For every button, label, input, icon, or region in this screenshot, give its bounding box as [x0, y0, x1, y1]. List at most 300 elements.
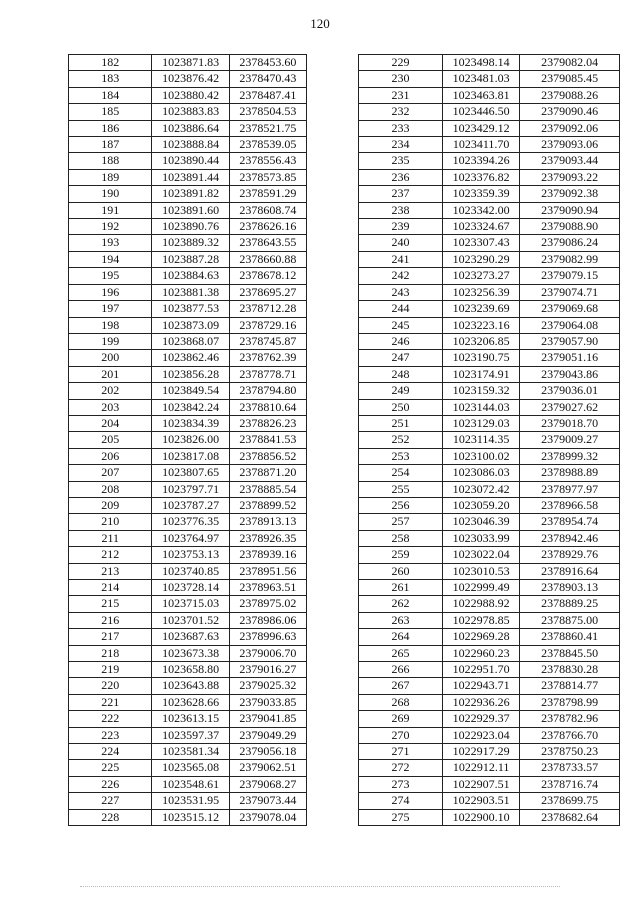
- x-coordinate-cell: 1022999.49: [442, 580, 519, 596]
- table-row: [69, 629, 307, 645]
- point-number-cell: 207: [69, 465, 152, 481]
- point-number-cell: 255: [359, 481, 443, 497]
- y-coordinate-cell: 2378875.00: [520, 612, 620, 628]
- point-number-cell: 200: [69, 350, 152, 366]
- y-coordinate-cell: 2378871.20: [229, 465, 306, 481]
- x-coordinate-cell: 1022929.37: [442, 711, 519, 727]
- x-coordinate-cell: 1023548.61: [152, 776, 229, 792]
- point-number-cell: 225: [69, 760, 152, 776]
- table-row: [359, 612, 620, 628]
- x-coordinate-cell: 1023515.12: [152, 809, 229, 825]
- table-row: [359, 465, 620, 481]
- point-number-cell: 237: [359, 186, 443, 202]
- table-row: [69, 448, 307, 464]
- x-coordinate-cell: 1023868.07: [152, 333, 229, 349]
- y-coordinate-cell: 2379036.01: [520, 383, 620, 399]
- table-row: [359, 711, 620, 727]
- y-coordinate-cell: 2378766.70: [520, 727, 620, 743]
- y-coordinate-cell: 2379025.32: [229, 678, 306, 694]
- table-row: [69, 793, 307, 809]
- point-number-cell: 243: [359, 284, 443, 300]
- y-coordinate-cell: 2378856.52: [229, 448, 306, 464]
- y-coordinate-cell: 2379088.90: [520, 219, 620, 235]
- y-coordinate-cell: 2379073.44: [229, 793, 306, 809]
- x-coordinate-cell: 1023877.53: [152, 301, 229, 317]
- y-coordinate-cell: 2378954.74: [520, 514, 620, 530]
- table-row: [359, 514, 620, 530]
- y-coordinate-cell: 2378682.64: [520, 809, 620, 825]
- x-coordinate-cell: 1023787.27: [152, 497, 229, 513]
- x-coordinate-cell: 1023498.14: [442, 55, 519, 71]
- x-coordinate-cell: 1022943.71: [442, 678, 519, 694]
- point-number-cell: 236: [359, 169, 443, 185]
- point-number-cell: 198: [69, 317, 152, 333]
- point-number-cell: 259: [359, 547, 443, 563]
- x-coordinate-cell: 1023673.38: [152, 645, 229, 661]
- y-coordinate-cell: 2379056.18: [229, 744, 306, 760]
- x-coordinate-cell: 1023887.28: [152, 251, 229, 267]
- x-coordinate-cell: 1022917.29: [442, 744, 519, 760]
- y-coordinate-cell: 2378453.60: [229, 55, 306, 71]
- x-coordinate-cell: 1023581.34: [152, 744, 229, 760]
- table-row: [69, 153, 307, 169]
- table-row: [359, 547, 620, 563]
- x-coordinate-cell: 1023842.24: [152, 399, 229, 415]
- point-number-cell: 212: [69, 547, 152, 563]
- x-coordinate-cell: 1023190.75: [442, 350, 519, 366]
- point-number-cell: 232: [359, 104, 443, 120]
- table-row: [359, 399, 620, 415]
- table-row: [359, 481, 620, 497]
- table-row: [359, 366, 620, 382]
- point-number-cell: 194: [69, 251, 152, 267]
- point-number-cell: 222: [69, 711, 152, 727]
- point-number-cell: 219: [69, 662, 152, 678]
- y-coordinate-cell: 2378716.74: [520, 776, 620, 792]
- y-coordinate-cell: 2378814.77: [520, 678, 620, 694]
- x-coordinate-cell: 1023022.04: [442, 547, 519, 563]
- y-coordinate-cell: 2378626.16: [229, 219, 306, 235]
- y-coordinate-cell: 2378745.87: [229, 333, 306, 349]
- x-coordinate-cell: 1023565.08: [152, 760, 229, 776]
- y-coordinate-cell: 2378975.02: [229, 596, 306, 612]
- x-coordinate-cell: 1023807.65: [152, 465, 229, 481]
- x-coordinate-cell: 1023059.20: [442, 497, 519, 513]
- y-coordinate-cell: 2378860.41: [520, 629, 620, 645]
- table-row: [359, 596, 620, 612]
- x-coordinate-cell: 1023886.64: [152, 120, 229, 136]
- table-row: [69, 809, 307, 825]
- table-row: [69, 465, 307, 481]
- y-coordinate-cell: 2378966.58: [520, 497, 620, 513]
- x-coordinate-cell: 1023862.46: [152, 350, 229, 366]
- y-coordinate-cell: 2378963.51: [229, 580, 306, 596]
- table-row: [69, 481, 307, 497]
- y-coordinate-cell: 2378916.64: [520, 563, 620, 579]
- point-number-cell: 257: [359, 514, 443, 530]
- x-coordinate-cell: 1023890.44: [152, 153, 229, 169]
- point-number-cell: 224: [69, 744, 152, 760]
- x-coordinate-cell: 1022912.11: [442, 760, 519, 776]
- x-coordinate-cell: 1023728.14: [152, 580, 229, 596]
- point-number-cell: 187: [69, 137, 152, 153]
- x-coordinate-cell: 1023256.39: [442, 284, 519, 300]
- y-coordinate-cell: 2378782.96: [520, 711, 620, 727]
- y-coordinate-cell: 2378903.13: [520, 580, 620, 596]
- table-row: [359, 219, 620, 235]
- point-number-cell: 199: [69, 333, 152, 349]
- y-coordinate-cell: 2378504.53: [229, 104, 306, 120]
- y-coordinate-cell: 2379093.44: [520, 153, 620, 169]
- table-row: [359, 432, 620, 448]
- y-coordinate-cell: 2378929.76: [520, 547, 620, 563]
- y-coordinate-cell: 2378660.88: [229, 251, 306, 267]
- point-number-cell: 268: [359, 694, 443, 710]
- x-coordinate-cell: 1022969.28: [442, 629, 519, 645]
- x-coordinate-cell: 1023643.88: [152, 678, 229, 694]
- point-number-cell: 188: [69, 153, 152, 169]
- y-coordinate-cell: 2379051.16: [520, 350, 620, 366]
- y-coordinate-cell: 2379049.29: [229, 727, 306, 743]
- table-row: [69, 744, 307, 760]
- table-row: [359, 301, 620, 317]
- table-row: [359, 104, 620, 120]
- x-coordinate-cell: 1023687.63: [152, 629, 229, 645]
- x-coordinate-cell: 1023206.85: [442, 333, 519, 349]
- y-coordinate-cell: 2378699.75: [520, 793, 620, 809]
- table-row: [359, 727, 620, 743]
- coordinates-table-left: [68, 54, 307, 826]
- x-coordinate-cell: 1022923.04: [442, 727, 519, 743]
- y-coordinate-cell: 2379092.06: [520, 120, 620, 136]
- x-coordinate-cell: 1022907.51: [442, 776, 519, 792]
- point-number-cell: 217: [69, 629, 152, 645]
- x-coordinate-cell: 1023764.97: [152, 530, 229, 546]
- y-coordinate-cell: 2378841.53: [229, 432, 306, 448]
- table-row: [359, 87, 620, 103]
- point-number-cell: 240: [359, 235, 443, 251]
- point-number-cell: 203: [69, 399, 152, 415]
- x-coordinate-cell: 1023223.16: [442, 317, 519, 333]
- y-coordinate-cell: 2379064.08: [520, 317, 620, 333]
- table-row: [359, 268, 620, 284]
- x-coordinate-cell: 1023463.81: [442, 87, 519, 103]
- x-coordinate-cell: 1022903.51: [442, 793, 519, 809]
- x-coordinate-cell: 1023239.69: [442, 301, 519, 317]
- page-number: 120: [310, 16, 330, 31]
- table-row: [69, 137, 307, 153]
- point-number-cell: 229: [359, 55, 443, 71]
- y-coordinate-cell: 2378729.16: [229, 317, 306, 333]
- point-number-cell: 223: [69, 727, 152, 743]
- table-row: [69, 547, 307, 563]
- y-coordinate-cell: 2378678.12: [229, 268, 306, 284]
- table-row: [359, 760, 620, 776]
- point-number-cell: 253: [359, 448, 443, 464]
- x-coordinate-cell: 1023826.00: [152, 432, 229, 448]
- x-coordinate-cell: 1023100.02: [442, 448, 519, 464]
- point-number-cell: 214: [69, 580, 152, 596]
- y-coordinate-cell: 2379062.51: [229, 760, 306, 776]
- y-coordinate-cell: 2378695.27: [229, 284, 306, 300]
- y-coordinate-cell: 2378573.85: [229, 169, 306, 185]
- y-coordinate-cell: 2378712.28: [229, 301, 306, 317]
- x-coordinate-cell: 1023411.70: [442, 137, 519, 153]
- table-row: [69, 251, 307, 267]
- table-row: [69, 711, 307, 727]
- y-coordinate-cell: 2378487.41: [229, 87, 306, 103]
- point-number-cell: 233: [359, 120, 443, 136]
- y-coordinate-cell: 2379093.06: [520, 137, 620, 153]
- x-coordinate-cell: 1023817.08: [152, 448, 229, 464]
- point-number-cell: 221: [69, 694, 152, 710]
- table-row: [359, 530, 620, 546]
- point-number-cell: 213: [69, 563, 152, 579]
- point-number-cell: 211: [69, 530, 152, 546]
- table-row: [359, 793, 620, 809]
- x-coordinate-cell: 1022978.85: [442, 612, 519, 628]
- table-row: [359, 120, 620, 136]
- x-coordinate-cell: 1023376.82: [442, 169, 519, 185]
- table-row: [359, 235, 620, 251]
- x-coordinate-cell: 1023873.09: [152, 317, 229, 333]
- point-number-cell: 196: [69, 284, 152, 300]
- table-row: [69, 399, 307, 415]
- table-row: [359, 202, 620, 218]
- x-coordinate-cell: 1023889.32: [152, 235, 229, 251]
- y-coordinate-cell: 2379078.04: [229, 809, 306, 825]
- y-coordinate-cell: 2378913.13: [229, 514, 306, 530]
- y-coordinate-cell: 2378942.46: [520, 530, 620, 546]
- table-row: [69, 301, 307, 317]
- table-row: [69, 169, 307, 185]
- point-number-cell: 249: [359, 383, 443, 399]
- point-number-cell: 205: [69, 432, 152, 448]
- table-row: [359, 694, 620, 710]
- x-coordinate-cell: 1023834.39: [152, 415, 229, 431]
- point-number-cell: 183: [69, 71, 152, 87]
- point-number-cell: 246: [359, 333, 443, 349]
- x-coordinate-cell: 1023797.71: [152, 481, 229, 497]
- table-row: [69, 284, 307, 300]
- y-coordinate-cell: 2379086.24: [520, 235, 620, 251]
- coordinates-table-right: [358, 54, 620, 826]
- point-number-cell: 204: [69, 415, 152, 431]
- table-row: [69, 415, 307, 431]
- y-coordinate-cell: 2379082.99: [520, 251, 620, 267]
- y-coordinate-cell: 2378939.16: [229, 547, 306, 563]
- y-coordinate-cell: 2378762.39: [229, 350, 306, 366]
- table-row: [69, 71, 307, 87]
- point-number-cell: 189: [69, 169, 152, 185]
- point-number-cell: 250: [359, 399, 443, 415]
- y-coordinate-cell: 2379016.27: [229, 662, 306, 678]
- x-coordinate-cell: 1023740.85: [152, 563, 229, 579]
- point-number-cell: 251: [359, 415, 443, 431]
- x-coordinate-cell: 1023046.39: [442, 514, 519, 530]
- table-row: [69, 55, 307, 71]
- y-coordinate-cell: 2378778.71: [229, 366, 306, 382]
- x-coordinate-cell: 1023307.43: [442, 235, 519, 251]
- x-coordinate-cell: 1022900.10: [442, 809, 519, 825]
- y-coordinate-cell: 2378977.97: [520, 481, 620, 497]
- table-row: [69, 366, 307, 382]
- table-row: [359, 333, 620, 349]
- point-number-cell: 209: [69, 497, 152, 513]
- table-row: [69, 596, 307, 612]
- y-coordinate-cell: 2378899.52: [229, 497, 306, 513]
- x-coordinate-cell: 1023856.28: [152, 366, 229, 382]
- y-coordinate-cell: 2378986.06: [229, 612, 306, 628]
- x-coordinate-cell: 1023871.83: [152, 55, 229, 71]
- point-number-cell: 220: [69, 678, 152, 694]
- footer-divider: [80, 886, 560, 887]
- point-number-cell: 272: [359, 760, 443, 776]
- point-number-cell: 234: [359, 137, 443, 153]
- point-number-cell: 208: [69, 481, 152, 497]
- x-coordinate-cell: 1023876.42: [152, 71, 229, 87]
- x-coordinate-cell: 1023531.95: [152, 793, 229, 809]
- y-coordinate-cell: 2378885.54: [229, 481, 306, 497]
- x-coordinate-cell: 1023891.60: [152, 202, 229, 218]
- y-coordinate-cell: 2378999.32: [520, 448, 620, 464]
- x-coordinate-cell: 1023881.38: [152, 284, 229, 300]
- point-number-cell: 271: [359, 744, 443, 760]
- table-row: [69, 383, 307, 399]
- table-row: [69, 333, 307, 349]
- y-coordinate-cell: 2378830.28: [520, 662, 620, 678]
- point-number-cell: 260: [359, 563, 443, 579]
- table-row: [359, 153, 620, 169]
- x-coordinate-cell: 1023072.42: [442, 481, 519, 497]
- table-row: [69, 563, 307, 579]
- y-coordinate-cell: 2379092.38: [520, 186, 620, 202]
- point-number-cell: 206: [69, 448, 152, 464]
- y-coordinate-cell: 2378794.80: [229, 383, 306, 399]
- x-coordinate-cell: 1023342.00: [442, 202, 519, 218]
- x-coordinate-cell: 1022960.23: [442, 645, 519, 661]
- x-coordinate-cell: 1023890.76: [152, 219, 229, 235]
- table-row: [69, 760, 307, 776]
- y-coordinate-cell: 2378826.23: [229, 415, 306, 431]
- y-coordinate-cell: 2379082.04: [520, 55, 620, 71]
- point-number-cell: 215: [69, 596, 152, 612]
- point-number-cell: 262: [359, 596, 443, 612]
- y-coordinate-cell: 2379088.26: [520, 87, 620, 103]
- y-coordinate-cell: 2379018.70: [520, 415, 620, 431]
- table-row: [359, 284, 620, 300]
- point-number-cell: 186: [69, 120, 152, 136]
- point-number-cell: 185: [69, 104, 152, 120]
- table-row: [69, 317, 307, 333]
- y-coordinate-cell: 2379027.62: [520, 399, 620, 415]
- table-row: [69, 530, 307, 546]
- y-coordinate-cell: 2378608.74: [229, 202, 306, 218]
- table-row: [69, 186, 307, 202]
- x-coordinate-cell: 1023776.35: [152, 514, 229, 530]
- point-number-cell: 254: [359, 465, 443, 481]
- table-row: [69, 662, 307, 678]
- y-coordinate-cell: 2378798.99: [520, 694, 620, 710]
- y-coordinate-cell: 2378750.23: [520, 744, 620, 760]
- x-coordinate-cell: 1023129.03: [442, 415, 519, 431]
- y-coordinate-cell: 2378733.57: [520, 760, 620, 776]
- table-row: [359, 448, 620, 464]
- point-number-cell: 201: [69, 366, 152, 382]
- y-coordinate-cell: 2378951.56: [229, 563, 306, 579]
- y-coordinate-cell: 2379069.68: [520, 301, 620, 317]
- y-coordinate-cell: 2379068.27: [229, 776, 306, 792]
- table-row: [359, 776, 620, 792]
- x-coordinate-cell: 1023144.03: [442, 399, 519, 415]
- point-number-cell: 265: [359, 645, 443, 661]
- y-coordinate-cell: 2378996.63: [229, 629, 306, 645]
- x-coordinate-cell: 1023086.03: [442, 465, 519, 481]
- table-row: [359, 137, 620, 153]
- table-row: [69, 497, 307, 513]
- x-coordinate-cell: 1022936.26: [442, 694, 519, 710]
- point-number-cell: 227: [69, 793, 152, 809]
- y-coordinate-cell: 2379090.94: [520, 202, 620, 218]
- y-coordinate-cell: 2378539.05: [229, 137, 306, 153]
- y-coordinate-cell: 2379085.45: [520, 71, 620, 87]
- x-coordinate-cell: 1022988.92: [442, 596, 519, 612]
- y-coordinate-cell: 2378988.89: [520, 465, 620, 481]
- table-row: [69, 514, 307, 530]
- table-row: [359, 563, 620, 579]
- x-coordinate-cell: 1023628.66: [152, 694, 229, 710]
- point-number-cell: 267: [359, 678, 443, 694]
- table-row: [69, 580, 307, 596]
- x-coordinate-cell: 1023658.80: [152, 662, 229, 678]
- table-row: [359, 580, 620, 596]
- y-coordinate-cell: 2378810.64: [229, 399, 306, 415]
- table-row: [359, 55, 620, 71]
- point-number-cell: 258: [359, 530, 443, 546]
- x-coordinate-cell: 1023290.29: [442, 251, 519, 267]
- table-row: [359, 645, 620, 661]
- table-row: [359, 662, 620, 678]
- point-number-cell: 263: [359, 612, 443, 628]
- point-number-cell: 239: [359, 219, 443, 235]
- y-coordinate-cell: 2379090.46: [520, 104, 620, 120]
- table-row: [359, 350, 620, 366]
- table-row: [69, 612, 307, 628]
- y-coordinate-cell: 2378591.29: [229, 186, 306, 202]
- table-row: [359, 251, 620, 267]
- point-number-cell: 273: [359, 776, 443, 792]
- point-number-cell: 231: [359, 87, 443, 103]
- table-row: [359, 678, 620, 694]
- point-number-cell: 248: [359, 366, 443, 382]
- x-coordinate-cell: 1023891.82: [152, 186, 229, 202]
- point-number-cell: 235: [359, 153, 443, 169]
- table-row: [359, 71, 620, 87]
- point-number-cell: 228: [69, 809, 152, 825]
- y-coordinate-cell: 2379093.22: [520, 169, 620, 185]
- x-coordinate-cell: 1023394.26: [442, 153, 519, 169]
- point-number-cell: 182: [69, 55, 152, 71]
- point-number-cell: 261: [359, 580, 443, 596]
- table-row: [69, 694, 307, 710]
- x-coordinate-cell: 1023883.83: [152, 104, 229, 120]
- x-coordinate-cell: 1023880.42: [152, 87, 229, 103]
- point-number-cell: 266: [359, 662, 443, 678]
- x-coordinate-cell: 1023114.35: [442, 432, 519, 448]
- table-row: [69, 87, 307, 103]
- point-number-cell: 238: [359, 202, 443, 218]
- point-number-cell: 193: [69, 235, 152, 251]
